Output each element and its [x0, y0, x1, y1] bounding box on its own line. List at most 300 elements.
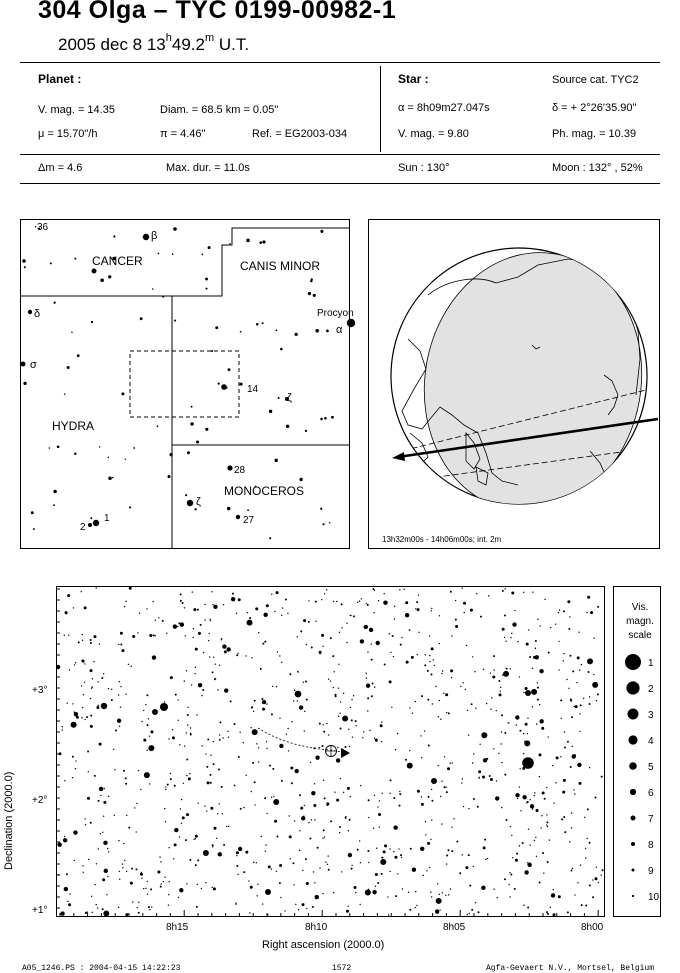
- field-star: [495, 796, 499, 800]
- field-star: [102, 832, 103, 833]
- field-bright-star: [160, 703, 168, 711]
- field-star: [149, 909, 150, 910]
- field-star: [525, 687, 528, 690]
- field-star: [421, 757, 422, 758]
- field-star: [150, 888, 152, 890]
- globe-panel: [368, 219, 660, 549]
- field-star: [438, 716, 439, 717]
- finder-star: [23, 382, 26, 385]
- field-star: [377, 806, 378, 807]
- field-star: [383, 593, 384, 594]
- mag-label-3: 3: [648, 710, 654, 721]
- mag-label-4: 4: [648, 736, 654, 747]
- field-star: [305, 681, 307, 683]
- field-star: [477, 911, 479, 913]
- finder-star: [187, 451, 190, 454]
- field-star: [207, 739, 209, 741]
- field-star: [276, 686, 277, 687]
- field-star: [534, 792, 535, 793]
- field-star: [535, 648, 536, 649]
- delta-magnitude: Δm = 4.6: [38, 162, 83, 174]
- field-star: [381, 857, 383, 859]
- field-star: [215, 663, 216, 664]
- field-star: [526, 802, 527, 803]
- field-star: [174, 843, 177, 846]
- finder-star: [140, 317, 143, 320]
- field-star: [567, 741, 569, 743]
- field-star: [93, 661, 94, 662]
- field-star: [542, 791, 545, 794]
- field-star: [75, 768, 76, 769]
- field-star: [157, 871, 160, 874]
- field-star: [208, 633, 209, 634]
- finder-star: [246, 239, 250, 243]
- field-star: [230, 700, 232, 702]
- field-star: [88, 771, 89, 772]
- field-star: [339, 826, 341, 828]
- label-delta: δ: [34, 308, 41, 320]
- field-star: [488, 595, 489, 596]
- field-star: [210, 807, 213, 810]
- globe-time-caption: 13h32m00s - 14h06m00s; int. 2m: [382, 535, 502, 544]
- field-star: [272, 686, 273, 687]
- field-star: [202, 689, 204, 691]
- field-star: [563, 779, 566, 782]
- field-star: [357, 849, 359, 851]
- finder-star: [308, 292, 311, 295]
- finder-star: [57, 445, 60, 448]
- finder-bright-star: [236, 515, 240, 519]
- field-star: [193, 608, 196, 611]
- field-star: [360, 785, 361, 786]
- field-star: [409, 750, 410, 751]
- label-zeta-cmi: ζ: [287, 392, 292, 404]
- field-star: [417, 790, 420, 793]
- field-star: [96, 587, 97, 588]
- field-star: [467, 710, 468, 711]
- field-star: [262, 708, 265, 711]
- field-star: [429, 655, 430, 656]
- field-star: [302, 870, 303, 871]
- field-star: [397, 733, 398, 734]
- field-star: [119, 871, 120, 872]
- field-star: [340, 778, 341, 779]
- field-star: [238, 756, 240, 758]
- field-star: [266, 741, 267, 742]
- field-star: [84, 663, 85, 664]
- field-star: [502, 628, 505, 631]
- finder-star: [278, 397, 280, 399]
- field-star: [308, 822, 309, 823]
- field-star: [328, 734, 329, 735]
- field-star: [360, 862, 361, 863]
- field-star: [581, 664, 582, 665]
- field-star: [585, 857, 586, 858]
- field-star: [204, 604, 205, 605]
- field-star: [140, 873, 143, 876]
- field-star: [295, 904, 296, 905]
- field-star: [369, 730, 370, 731]
- field-star: [546, 814, 547, 815]
- field-star: [204, 619, 205, 620]
- field-star: [308, 621, 310, 623]
- field-star: [486, 758, 488, 760]
- field-star: [339, 712, 340, 713]
- field-star: [523, 692, 524, 693]
- field-star: [170, 773, 171, 774]
- field-star: [416, 905, 417, 906]
- field-star: [375, 873, 378, 876]
- field-star: [586, 838, 587, 839]
- field-star: [245, 655, 246, 656]
- field-star: [206, 766, 208, 768]
- finder-star: [324, 417, 327, 420]
- field-star: [541, 727, 544, 730]
- field-star: [74, 664, 75, 665]
- field-star: [546, 821, 548, 823]
- field-star: [276, 835, 278, 837]
- field-star: [365, 889, 371, 895]
- field-star: [593, 674, 594, 675]
- field-star: [445, 787, 446, 788]
- field-star: [143, 739, 146, 742]
- field-star: [376, 848, 377, 849]
- planet-vmag: V. mag. = 14.35: [38, 104, 115, 116]
- field-star: [397, 873, 398, 874]
- field-star: [125, 783, 127, 785]
- field-star: [462, 588, 463, 589]
- field-star: [468, 854, 470, 856]
- field-star: [367, 651, 368, 652]
- finder-star: [64, 393, 66, 395]
- field-star: [340, 727, 342, 729]
- field-star: [65, 611, 68, 614]
- field-star: [306, 699, 308, 701]
- field-star: [415, 701, 416, 702]
- field-star: [72, 756, 74, 758]
- field-star: [57, 843, 61, 847]
- field-star: [119, 725, 120, 726]
- field-star: [148, 718, 149, 719]
- field-star: [405, 601, 408, 604]
- finder-star: [286, 425, 289, 428]
- field-star: [252, 762, 254, 764]
- field-star: [581, 904, 583, 906]
- field-star: [297, 636, 298, 637]
- field-star: [398, 848, 399, 849]
- field-star: [421, 695, 423, 697]
- field-star: [523, 733, 524, 734]
- field-star: [364, 625, 368, 629]
- field-star: [232, 593, 234, 595]
- field-star: [445, 895, 446, 896]
- footer-number: 1572: [332, 964, 352, 973]
- field-star: [106, 894, 107, 895]
- field-star: [120, 706, 121, 707]
- field-star: [450, 591, 452, 593]
- field-star: [319, 723, 321, 725]
- field-star: [553, 889, 554, 890]
- field-star: [428, 745, 430, 747]
- field-star: [281, 780, 283, 782]
- finder-star: [157, 425, 159, 427]
- field-star: [262, 903, 263, 904]
- field-star: [264, 641, 266, 643]
- field-star: [568, 688, 569, 689]
- field-star: [168, 904, 169, 905]
- field-star: [587, 596, 590, 599]
- field-star: [147, 724, 149, 726]
- field-star: [177, 626, 178, 627]
- field-star: [87, 750, 89, 752]
- field-star: [322, 893, 323, 894]
- field-star: [260, 668, 262, 670]
- field-star: [212, 887, 213, 888]
- info-bottom-rule: [20, 183, 660, 184]
- field-star: [343, 792, 344, 793]
- field-star: [311, 646, 313, 648]
- field-star: [218, 768, 220, 770]
- label-1: 1: [104, 513, 110, 524]
- field-star: [332, 655, 334, 657]
- field-star: [212, 604, 213, 605]
- field-star: [82, 865, 83, 866]
- field-star: [404, 589, 405, 590]
- field-star: [312, 906, 314, 908]
- field-star: [351, 868, 353, 870]
- field-star: [570, 698, 572, 700]
- field-star: [87, 797, 90, 800]
- field-star: [540, 827, 541, 828]
- field-bright-star: [431, 778, 437, 784]
- field-star: [91, 896, 92, 897]
- field-star: [483, 669, 484, 670]
- field-star: [108, 796, 109, 797]
- field-star: [114, 769, 115, 770]
- field-star: [462, 778, 463, 779]
- mag-label-9: 9: [648, 866, 654, 877]
- field-star: [154, 635, 155, 636]
- field-star: [96, 863, 97, 864]
- field-star: [516, 724, 517, 725]
- field-star: [420, 847, 424, 851]
- field-star: [417, 654, 418, 655]
- field-star: [433, 659, 434, 660]
- field-star: [310, 762, 311, 763]
- field-star: [266, 748, 267, 749]
- field-star: [435, 686, 436, 687]
- label-2: 2: [80, 522, 86, 533]
- field-star: [524, 870, 528, 874]
- field-star: [141, 721, 142, 722]
- finder-star: [54, 302, 56, 304]
- field-star: [463, 806, 464, 807]
- field-star: [383, 850, 386, 853]
- ra-label-815: 8h15: [166, 922, 189, 933]
- x-axis-title: Right ascension (2000.0): [262, 939, 385, 951]
- star-heading: Star :: [398, 72, 429, 86]
- field-star: [452, 762, 453, 763]
- finder-star: [74, 453, 76, 455]
- field-star: [568, 628, 570, 630]
- field-star: [539, 704, 540, 705]
- field-star: [563, 653, 564, 654]
- field-star: [328, 869, 330, 871]
- field-bright-star: [525, 690, 531, 696]
- field-star: [346, 623, 347, 624]
- star-right-ascension: α = 8h09m27.047s: [398, 102, 490, 114]
- finder-star: [218, 382, 220, 384]
- field-star: [86, 716, 88, 718]
- field-star: [186, 883, 187, 884]
- field-star: [187, 714, 189, 716]
- field-star: [478, 770, 481, 773]
- field-star: [120, 643, 122, 645]
- field-star: [299, 850, 300, 851]
- field-star: [363, 731, 364, 732]
- field-star: [125, 694, 126, 695]
- finder-bright-star: [227, 465, 232, 470]
- field-star: [390, 779, 392, 781]
- event-date: 2005 dec 8 13: [58, 35, 166, 54]
- field-star: [122, 867, 123, 868]
- finder-star: [259, 241, 262, 244]
- field-star: [314, 783, 315, 784]
- finder-bright-star: [28, 310, 32, 314]
- field-star: [571, 827, 572, 828]
- field-star: [345, 817, 347, 819]
- field-star: [482, 775, 485, 778]
- field-star: [435, 909, 439, 913]
- finder-star: [121, 392, 124, 395]
- field-star: [562, 791, 565, 794]
- field-star: [165, 789, 166, 790]
- field-star: [446, 863, 447, 864]
- field-star: [333, 601, 334, 602]
- field-star: [527, 717, 528, 718]
- event-minutes: 49.2: [171, 35, 205, 54]
- finder-star: [226, 387, 228, 389]
- label-cancer: CANCER: [92, 254, 143, 268]
- field-star: [596, 700, 597, 701]
- field-star: [446, 791, 448, 793]
- finder-star: [185, 494, 187, 496]
- finder-star: [228, 368, 231, 371]
- field-star: [519, 676, 520, 677]
- field-star: [577, 882, 578, 883]
- finder-bright-star: [347, 319, 355, 327]
- field-star: [447, 767, 450, 770]
- field-star: [577, 656, 580, 659]
- field-star: [214, 827, 217, 830]
- finder-star: [313, 294, 316, 297]
- field-star: [146, 608, 147, 609]
- field-star: [100, 833, 101, 834]
- field-star: [481, 886, 485, 890]
- field-star: [209, 656, 210, 657]
- field-bright-star: [522, 757, 534, 769]
- field-star: [94, 884, 95, 885]
- finder-star: [53, 490, 56, 493]
- field-star: [139, 613, 140, 614]
- planet-parallax: π = 4.46": [160, 128, 206, 140]
- finder-bright-star: [143, 234, 149, 240]
- field-star: [572, 746, 573, 747]
- field-star: [168, 894, 169, 895]
- field-star: [207, 781, 210, 784]
- field-star: [330, 680, 331, 681]
- field-star: [285, 598, 287, 600]
- field-star: [149, 735, 150, 736]
- field-star: [74, 712, 78, 716]
- finder-star: [172, 253, 174, 255]
- field-star: [237, 653, 238, 654]
- field-star: [558, 895, 561, 898]
- field-star: [273, 799, 279, 805]
- field-star: [587, 658, 593, 664]
- field-star: [401, 857, 402, 858]
- field-star: [374, 590, 375, 591]
- field-star: [553, 802, 554, 803]
- field-star: [519, 768, 520, 769]
- field-star: [517, 641, 518, 642]
- field-star: [253, 711, 254, 712]
- field-star: [217, 813, 218, 814]
- finder-star: [315, 329, 319, 333]
- field-star: [508, 722, 509, 723]
- field-star: [569, 616, 570, 617]
- field-star: [126, 815, 127, 816]
- field-star: [111, 699, 113, 701]
- page-title: 304 Olga – TYC 0199-00982-1: [38, 0, 397, 24]
- field-star: [520, 810, 521, 811]
- mag-marker-4: [628, 735, 637, 744]
- field-star: [175, 694, 177, 696]
- field-star: [265, 850, 266, 851]
- field-star: [417, 608, 420, 611]
- field-star: [431, 789, 432, 790]
- label-14: 14: [247, 384, 259, 395]
- field-star: [549, 839, 550, 840]
- ra-label-800: 8h00: [581, 922, 604, 933]
- field-star: [314, 882, 315, 883]
- field-star: [114, 815, 115, 816]
- field-star: [305, 858, 307, 860]
- field-star: [389, 871, 390, 872]
- field-star: [211, 591, 212, 592]
- field-star: [595, 796, 597, 798]
- field-star: [432, 703, 433, 704]
- field-star: [392, 635, 394, 637]
- finder-star: [168, 475, 171, 478]
- field-star: [523, 753, 524, 754]
- field-star: [574, 894, 575, 895]
- field-star: [196, 714, 197, 715]
- field-star: [308, 600, 309, 601]
- field-star: [322, 838, 323, 839]
- finder-bright-star: [21, 362, 26, 367]
- field-star: [216, 838, 217, 839]
- field-star: [165, 786, 166, 787]
- field-star: [184, 680, 185, 681]
- field-star: [434, 665, 435, 666]
- field-star: [547, 913, 549, 915]
- field-star: [577, 763, 581, 767]
- field-star: [69, 893, 70, 894]
- field-star: [186, 732, 187, 733]
- field-star: [476, 593, 477, 594]
- field-star: [213, 763, 215, 765]
